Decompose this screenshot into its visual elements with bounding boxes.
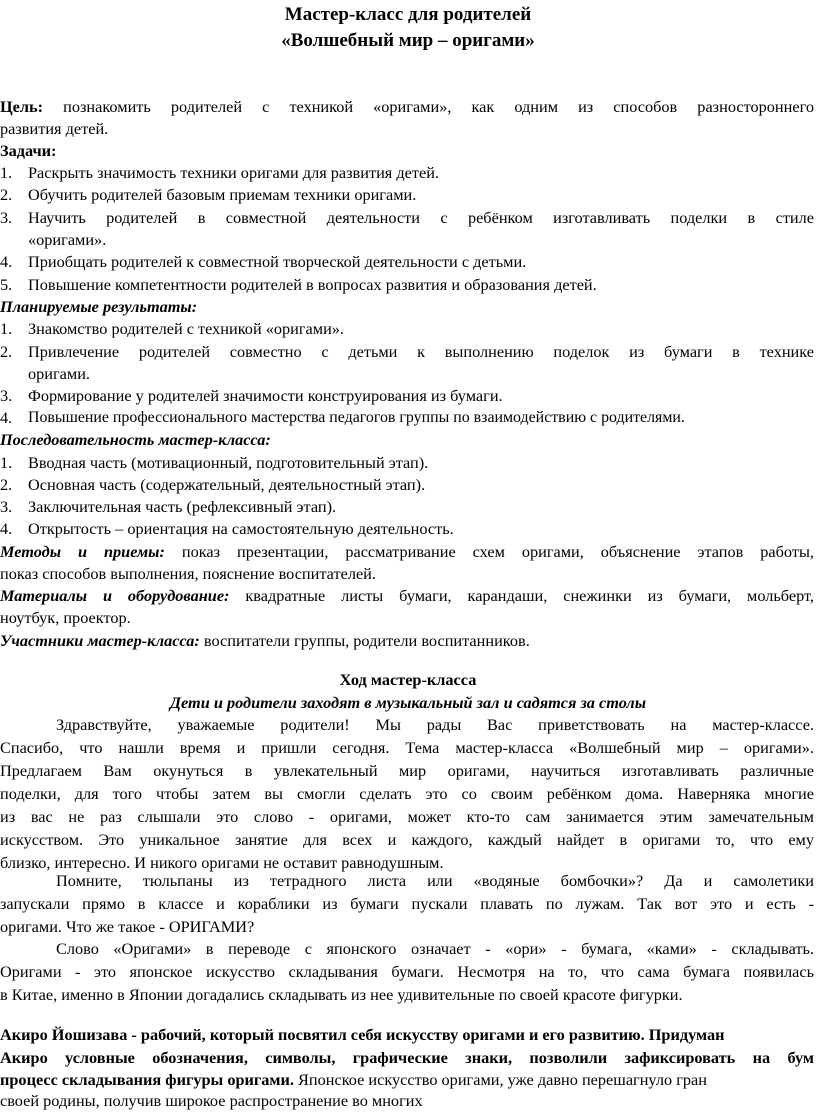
goal-label: Цель:: [0, 97, 44, 116]
list-item: Повышение профессионального мастерства педагогов группы по взаимодействию с родителями.: [28, 409, 685, 426]
paragraph-line: Оригами - это японское искусство складывания бумаги. Несмотря на то, что сама бумага появилась: [0, 962, 814, 981]
list-item-number: 1.: [0, 163, 13, 182]
paragraph-line: Здравствуйте, уважаемые родители! Мы рады Вас приветствовать на мастер-классе.: [56, 715, 814, 734]
paragraph-line: [0, 1069, 814, 1091]
paragraph-line: искусством. Это уникальное занятие для всех и каждого, каждый найдет в оригами то, что ему: [0, 830, 814, 849]
methods-text: показ презентации, рассматривание схем оригами, объяснение этапов работы,: [181, 542, 814, 561]
course-heading: Ход мастер-класса: [339, 670, 477, 689]
goal-line1: [0, 96, 814, 118]
participants-text: воспитатели группы, родители воспитанников.: [203, 631, 530, 650]
paragraph-line: Предлагаем Вам окунуться в увлекательный мир оригами, научиться изготавливать различные: [0, 761, 814, 780]
list-item: Приобщать родителей к совместной творческой деятельности с детьми.: [28, 252, 527, 271]
paragraph-line: оригами. Что же такое - ОРИГАМИ?: [0, 917, 255, 936]
document-title-line2: «Волшебный мир – оригами»: [281, 30, 535, 51]
list-item-number: 5.: [0, 275, 13, 294]
list-item-number: 3.: [0, 497, 13, 516]
list-item-number: 2.: [0, 475, 13, 494]
paragraph-line: Спасибо, что нашли время и пришли сегодня. Тема мастер-класса «Волшебный мир – оригами».: [0, 738, 814, 757]
goal-line2: развития детей.: [0, 119, 109, 138]
list-item-number: 2.: [0, 185, 13, 204]
sequence-heading: Последовательность мастер-класса:: [0, 430, 271, 449]
paragraph-line: поделки, для того чтобы затем вы смогли сделать это со своим ребёнком дома. Наверняка многие: [0, 784, 814, 803]
paragraph-line: Акиро условные обозначения, символы, графические знаки, позволили зафиксировать на бум: [0, 1048, 814, 1067]
list-item: Открытость – ориентация на самостоятельную деятельность.: [28, 519, 454, 538]
list-item: Привлечение родителей совместно с детьми к выполнению поделок из бумаги в технике: [28, 342, 814, 361]
list-item: Научить родителей в совместной деятельности с ребёнком изготавливать поделки в стиле: [28, 208, 814, 227]
paragraph-line: своей родины, получив широкое распространение во многих: [0, 1091, 423, 1110]
paragraph-line: в Китае, именно в Японии догадались складывать из нее удивительные по своей красоте фигурки.: [0, 985, 683, 1004]
list-item: Раскрыть значимость техники оригами для развития детей.: [28, 163, 439, 182]
list-item-number: 2.: [0, 342, 13, 361]
list-item: Формирование у родителей значимости конструирования из бумаги.: [28, 386, 503, 405]
list-item-number: 4.: [0, 519, 13, 538]
materials-line1: [0, 585, 814, 607]
materials-text: квадратные листы бумаги, карандаши, снежинки из бумаги, мольберт,: [245, 586, 814, 605]
tasks-heading: Задачи:: [0, 141, 57, 160]
paragraph-line: Акиро Йошизава - рабочий, который посвятил себя искусству оригами и его развитию. Придуман: [0, 1025, 725, 1044]
list-item: Обучить родителей базовым приемам техники оригами.: [28, 185, 417, 204]
list-item-number: 1.: [0, 319, 13, 338]
list-item: Повышение компетентности родителей в вопросах развития и образования детей.: [28, 275, 597, 294]
list-item-number: 3.: [0, 386, 13, 405]
materials-label: Материалы и оборудование:: [0, 586, 230, 605]
list-item-continuation: оригами.: [28, 364, 90, 383]
paragraph-line: из вас не раз слышали это слово - оригами, может кто-то сам занимается этим замечательным: [0, 807, 814, 826]
participants-label: Участники мастер-класса:: [0, 631, 200, 650]
list-item-number: 4.: [0, 408, 13, 427]
course-subheading: Дети и родители заходят в музыкальный зал и садятся за столы: [169, 693, 647, 712]
methods-label: Методы и приемы:: [0, 542, 165, 561]
list-item: Вводная часть (мотивационный, подготовительный этап).: [28, 453, 429, 472]
methods-line1: [0, 541, 814, 563]
paragraph-line: Слово «Оригами» в переводе с японского означает - «ори» - бумага, «ками» - складывать.: [56, 939, 814, 958]
document-title-line1: Мастер-класс для родителей: [284, 4, 532, 25]
list-item: Заключительная часть (рефлексивный этап).: [28, 497, 337, 516]
paragraph-fragment: Японское искусство оригами, уже давно перешагнуло гран: [293, 1070, 707, 1089]
results-heading: Планируемые результаты:: [0, 297, 198, 316]
list-item-number: 3.: [0, 208, 13, 227]
paragraph-line: Помните, тюльпаны из тетрадного листа или «водяные бомбочки»? Да и самолетики: [56, 871, 814, 890]
list-item-continuation: «оригами».: [28, 230, 107, 249]
paragraph-line: запускали прямо в классе и кораблики из бумаги пускали плавать по лужам. Так вот это и есть -: [0, 894, 814, 913]
goal-text: познакомить родителей с техникой «оригами», как одним из способов разностороннего: [63, 97, 814, 116]
list-item-number: 1.: [0, 453, 13, 472]
list-item-number: 4.: [0, 252, 13, 271]
list-item: Знакомство родителей с техникой «оригами».: [28, 319, 344, 338]
paragraph-bold-fragment: процесс складывания фигуры оригами.: [0, 1070, 294, 1089]
paragraph-line: близко, интересно. И никого оригами не оставит равнодушным.: [0, 853, 444, 872]
materials-line2: ноутбук, проектор.: [0, 608, 131, 627]
methods-line2: показ способов выполнения, пояснение воспитателей.: [0, 564, 376, 583]
participants-line: [0, 630, 530, 652]
list-item: Основная часть (содержательный, деятельностный этап).: [28, 475, 426, 494]
